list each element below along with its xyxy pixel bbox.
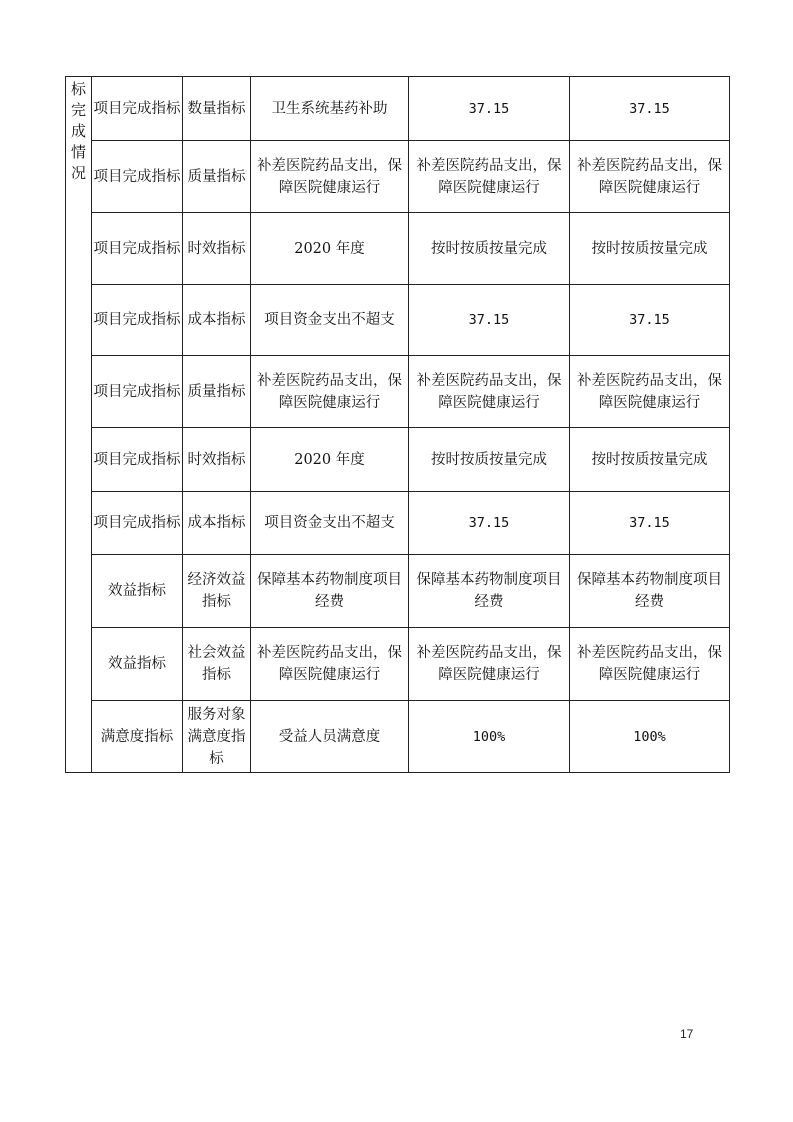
level2-indicator: 时效指标: [183, 213, 251, 285]
target-value: 补差医院药品支出，保障医院健康运行: [409, 141, 570, 213]
level3-indicator: 受益人员满意度: [251, 701, 409, 773]
target-value: 37.15: [409, 285, 570, 356]
target-value: 按时按质按量完成: [409, 428, 570, 492]
table-row: [66, 356, 730, 428]
target-value: 100%: [409, 701, 570, 773]
level1-indicator: 项目完成指标: [92, 428, 183, 492]
target-value: 补差医院药品支出，保障医院健康运行: [409, 628, 570, 701]
level1-indicator: 项目完成指标: [92, 285, 183, 356]
level1-indicator: 满意度指标: [92, 701, 183, 773]
level1-indicator: 效益指标: [92, 555, 183, 628]
page-number: 17: [680, 1027, 694, 1041]
actual-value: 37.15: [570, 492, 730, 555]
table-row: [66, 213, 730, 285]
actual-value: 37.15: [570, 285, 730, 356]
actual-value: 按时按质按量完成: [570, 213, 730, 285]
actual-value: 按时按质按量完成: [570, 428, 730, 492]
level3-indicator: 保障基本药物制度项目经费: [251, 555, 409, 628]
level1-indicator: 效益指标: [92, 628, 183, 701]
target-value: 补差医院药品支出，保障医院健康运行: [409, 356, 570, 428]
table-row: [66, 141, 730, 213]
target-value: 37.15: [409, 492, 570, 555]
table-row: [66, 285, 730, 356]
level1-indicator: 项目完成指标: [92, 356, 183, 428]
table-row: [66, 492, 730, 555]
level1-indicator: 项目完成指标: [92, 77, 183, 141]
level3-indicator: 项目资金支出不超支: [251, 285, 409, 356]
table-row: [66, 628, 730, 701]
actual-value: 补差医院药品支出，保障医院健康运行: [570, 628, 730, 701]
actual-value: 保障基本药物制度项目经费: [570, 555, 730, 628]
level3-indicator: 项目资金支出不超支: [251, 492, 409, 555]
level2-indicator: 质量指标: [183, 356, 251, 428]
table-row: [66, 701, 730, 773]
level2-indicator: 成本指标: [183, 492, 251, 555]
level3-indicator: 2020 年度: [251, 213, 409, 285]
actual-value: 100%: [570, 701, 730, 773]
level3-indicator: 补差医院药品支出，保障医院健康运行: [251, 141, 409, 213]
level2-indicator: 数量指标: [183, 77, 251, 141]
target-value: 保障基本药物制度项目经费: [409, 555, 570, 628]
level1-indicator: 项目完成指标: [92, 141, 183, 213]
target-value: 按时按质按量完成: [409, 213, 570, 285]
actual-value: 37.15: [570, 77, 730, 141]
table-row: [66, 77, 730, 141]
actual-value: 补差医院药品支出，保障医院健康运行: [570, 356, 730, 428]
level2-indicator: 服务对象满意度指标: [183, 701, 251, 773]
side-label: 标完成情况: [70, 80, 86, 182]
level2-indicator: 时效指标: [183, 428, 251, 492]
actual-value: 补差医院药品支出，保障医院健康运行: [570, 141, 730, 213]
level3-indicator: 补差医院药品支出，保障医院健康运行: [251, 356, 409, 428]
table-row: [66, 555, 730, 628]
level3-indicator: 补差医院药品支出，保障医院健康运行: [251, 628, 409, 701]
target-value: 37.15: [409, 77, 570, 141]
level2-indicator: 经济效益指标: [183, 555, 251, 628]
level3-indicator: 卫生系统基药补助: [251, 77, 409, 141]
level2-indicator: 成本指标: [183, 285, 251, 356]
level1-indicator: 项目完成指标: [92, 213, 183, 285]
level2-indicator: 质量指标: [183, 141, 251, 213]
performance-indicator-table: [65, 76, 730, 773]
table-row: [66, 428, 730, 492]
level1-indicator: 项目完成指标: [92, 492, 183, 555]
level2-indicator: 社会效益指标: [183, 628, 251, 701]
side-label-cell: [66, 77, 92, 773]
level3-indicator: 2020 年度: [251, 428, 409, 492]
